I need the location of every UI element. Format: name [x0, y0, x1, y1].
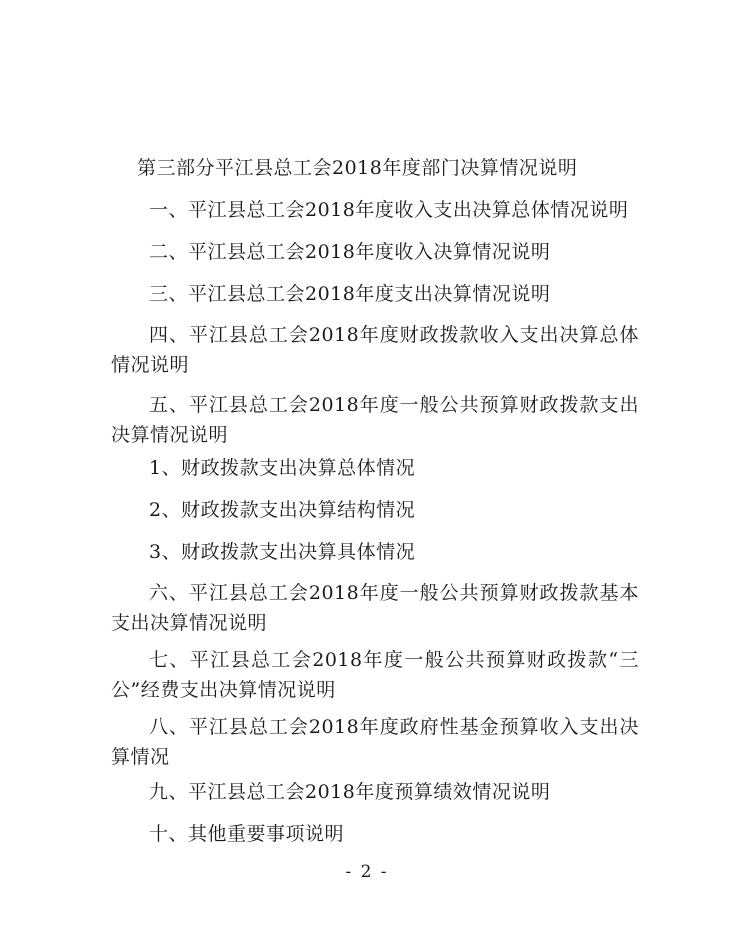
- toc-subitem-5-1: 1、财政拨款支出决算总体情况: [149, 457, 416, 479]
- toc-item-4: 四、平江县总工会2018年度财政拨款收入支出决算总体情况说明: [111, 324, 639, 376]
- toc-subitem-5-3: 3、财政拨款支出决算具体情况: [149, 541, 416, 563]
- page-number: - 2 -: [345, 862, 389, 882]
- toc-item-5: 五、平江县总工会2018年度一般公共预算财政拨款支出决算情况说明: [111, 394, 639, 446]
- toc-item-7: 七、平江县总工会2018年度一般公共预算财政拨款“三公”经费支出决算情况说明: [111, 649, 639, 701]
- toc-item-9: 九、平江县总工会2018年度预算绩效情况说明: [149, 781, 551, 803]
- toc-item-2: 二、平江县总工会2018年度收入决算情况说明: [149, 241, 551, 263]
- section-heading: 第三部分平江县总工会2018年度部门决算情况说明: [137, 157, 578, 179]
- toc-item-8: 八、平江县总工会2018年度政府性基金预算收入支出决算情况: [111, 716, 639, 768]
- toc-item-10: 十、其他重要事项说明: [149, 823, 345, 845]
- toc-item-1: 一、平江县总工会2018年度收入支出决算总体情况说明: [149, 199, 629, 221]
- toc-item-6: 六、平江县总工会2018年度一般公共预算财政拨款基本支出决算情况说明: [111, 582, 639, 634]
- toc-subitem-5-2: 2、财政拨款支出决算结构情况: [149, 499, 416, 521]
- toc-item-3: 三、平江县总工会2018年度支出决算情况说明: [149, 283, 551, 305]
